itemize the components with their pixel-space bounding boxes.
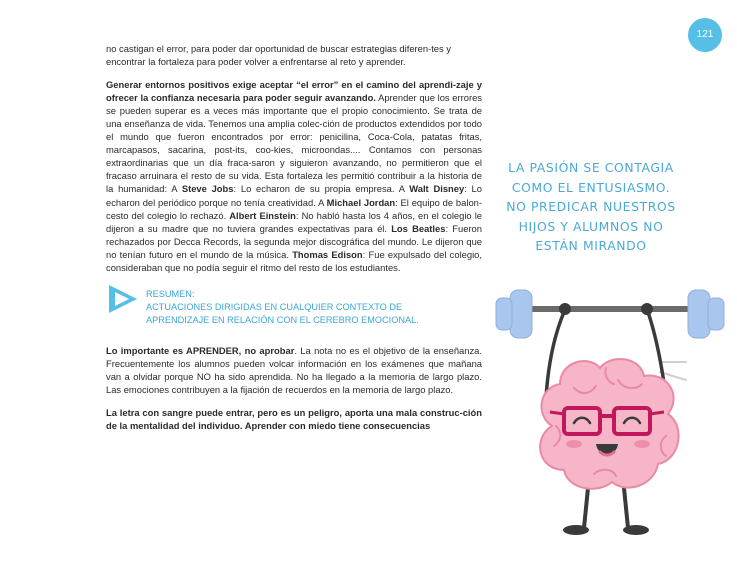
bold-text: Albert Einstein (229, 209, 296, 221)
bold-text: Lo importante es APRENDER, no aprobar (106, 344, 295, 356)
bold-text: Steve Jobs (181, 183, 234, 195)
text-segment: : Lo echaron del periódico porque no tenía creatividad. A (106, 183, 482, 208)
quote-line: COMO EL ENTUSIASMO. (511, 179, 671, 195)
summary-heading: RESUMEN: (146, 288, 195, 299)
body-paragraph (106, 344, 482, 396)
quote-line: ESTÁN MIRANDO (535, 238, 647, 254)
summary-box (106, 288, 482, 332)
bold-text: Thomas Edison (292, 248, 363, 260)
bold-text: Michael Jordan (326, 196, 396, 208)
triangle-pointer-icon (106, 282, 140, 316)
text-segment: Aprender que los errores se pueden superar es a veces más importante que el propio conocimiento. Se trata de una enseñanza de vida. Tenemos una amplia colec-ción de productos extendidos por todo el mundo que fueron encontrados por error: penicilina, Coca-Cola, patatas fritas, marcapasos, sacarina, post-its, coo-kies, microondas.... Contamos con personas extraordinarias que un día fraca-saron y siguieron avanzando, no permitieron que el fracaso arruinara el resto de su vida. Esta fortaleza les permitió contribuir a la historia de la humanidad: A (106, 92, 482, 195)
dumbbell-plate-left (510, 290, 532, 338)
quote-line: HIJOS Y ALUMNOS NO (518, 218, 664, 234)
pull-quote (496, 158, 686, 256)
quote-line: NO PREDICAR NUESTROS (506, 199, 676, 215)
text-segment: . La nota no es el objetivo de la enseñanza. Frecuentemente los alumnos pueden volcar información en los exámenes que mañana van a olvidar porque NO ha sido aprendida. No ha llegado a la memoria de largo plazo. Las emociones contribuyen a la fijación de recuerdos en la memoria de largo plazo. (106, 344, 482, 395)
bold-text: Walt Disney (409, 183, 465, 195)
bold-text: Generar entornos positivos exige aceptar “el error” en el camino del aprendi-zaje y ofrecer la confianza necesaria para poder seguir avanzando. (106, 79, 482, 104)
page-number-badge: 121 (688, 18, 722, 52)
dumbbell-plate-right (688, 290, 710, 338)
text-segment: : Lo echaron de su propia empresa. A (233, 183, 410, 195)
paragraphs-before-summary (106, 42, 482, 274)
brain-lifting-dumbbell-illustration (490, 276, 730, 546)
brain-body (540, 359, 678, 489)
main-text-column (106, 42, 482, 442)
summary-line: ACTUACIONES DIRIGIDAS EN CUALQUIER CONTEXTO DE (146, 301, 403, 312)
bold-text: Los Beatles (391, 222, 446, 234)
text-segment: : El equipo de balon-cesto del colegio lo rechazó. (106, 196, 482, 221)
quote-line: LA PASIÓN SE CONTAGIA (508, 160, 674, 175)
text-segment: : Fue expulsado del colegio, consideraban que no podía seguir el ritmo del resto de los estudiantes. (106, 248, 482, 273)
dumbbell-bar (526, 306, 694, 312)
body-paragraph (106, 42, 482, 68)
body-paragraph (106, 406, 482, 432)
text-segment: : No habló hasta los 4 años, en el colegio le dijeron a su madre que no tuviera grandes expectativas para él. (106, 209, 483, 234)
text-segment: no castigan el error, para poder dar oportunidad de buscar estrategias diferen-tes y encontrar la fortaleza para poder volver a enfrentarse al reto y aprender. (106, 43, 451, 68)
summary-line: APRENDIZAJE EN RELACIÓN CON EL CEREBRO EMOCIONAL. (146, 314, 419, 325)
paragraphs-after-summary (106, 344, 482, 432)
text-segment: : Fueron rechazados por Decca Records, la segunda mejor discográfica del mundo. Le dijeron que no tenían futuro en el mundo de la música. (106, 222, 482, 260)
body-paragraph (106, 78, 482, 274)
bold-text: La letra con sangre puede entrar, pero es un peligro, aporta una mala construc-ción de la mentalidad del individuo. Aprender con miedo tiene consecuencias (106, 406, 482, 432)
